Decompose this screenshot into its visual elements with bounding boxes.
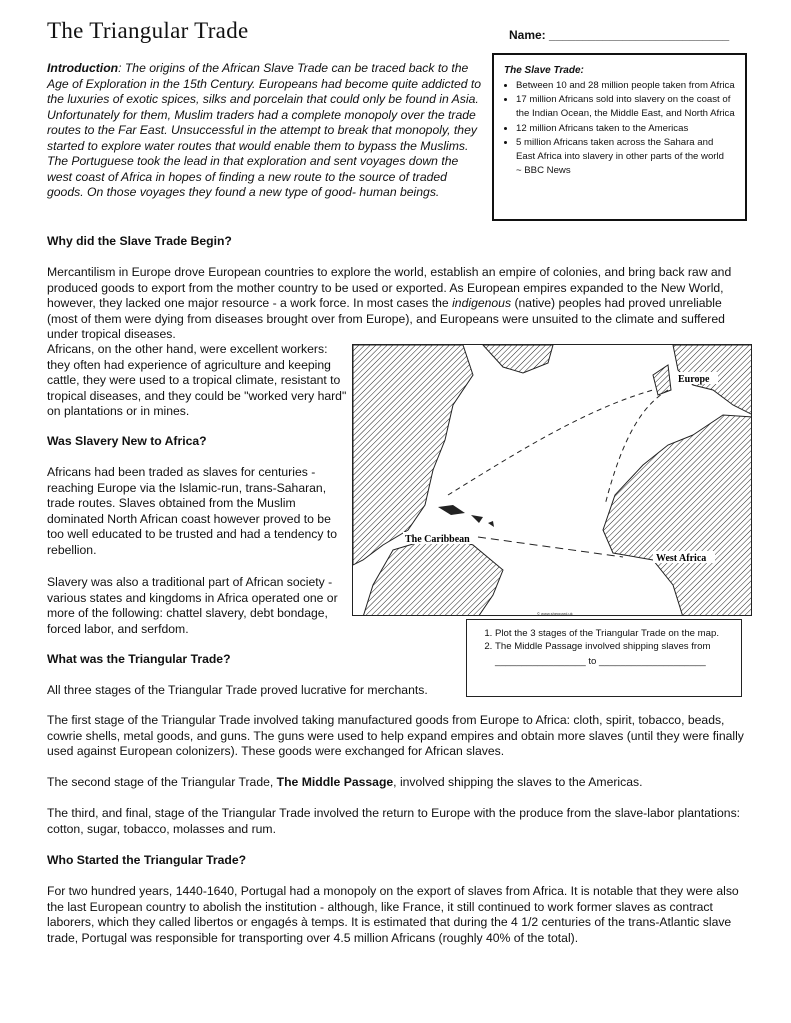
south-america-land [363,535,503,616]
answer-blanks[interactable]: _________________ to ____________________ [495,656,706,667]
fact-item: • 12 million Africans taken to the Americas [516,122,735,136]
triangular-paragraph-3 [47,775,747,791]
name-field[interactable]: Name: ___________________________ [509,28,730,42]
caribbean-islands [438,505,494,527]
triangular-paragraph-1: All three stages of the Triangular Trade proved lucrative for merchants. [47,683,428,697]
page-title: The Triangular Trade [47,18,249,43]
why-paragraph-1 [47,265,747,343]
triangular-paragraph-2: The first stage of the Triangular Trade involved taking manufactured goods from Europe to Africa: cloth, spirit, tobacco, beads, cowrie shells, metal goods, and guns. The guns were used to help expand empires and obtain more slaves (until they were finally used against European colonizers). These goods were exchanged for African slaves. [47,713,744,758]
intro-text: : The origins of the African Slave Trade can be traced back to the Age of Exploration in the 15th Century. Europeans had become quite addicted to the luxuries of exotic spices, silks and porcelain that could only be found in Asia. Unfortunately for them, Muslim traders had a complete monopoly over the trade routes to the Far East. Unsuccessful in the attempt to break that monopoly, they started to explore water routes that would enable them to bypass the Muslims. The Portuguese took the lead in that exploration and sent voyages down the west coast of Africa in hopes of finding a new route to the source of traded goods. On those voyages they found a new type of good- human beings. [47,61,482,199]
atlantic-map[interactable] [352,344,752,616]
label-west-africa: West Africa [656,553,707,564]
slave-trade-facts-box [492,53,747,221]
mp-text-a: The second stage of the Triangular Trade, [47,775,277,789]
questions-box [466,619,742,697]
africa-land [603,415,752,616]
facts-heading: The Slave Trade: [504,65,584,76]
mp-text-c: , involved shipping the slaves to the Americas. [393,775,643,789]
questions-list [477,627,733,653]
fact-item: • 5 million Africans taken across the Sahara and East Africa into slavery in other parts of the world [516,136,735,164]
britain-land [653,365,671,395]
facts-source: ~ BBC News [516,165,571,177]
intro-label: Introduction [47,61,119,75]
new-paragraph-2: Slavery was also a traditional part of African society - various states and kingdoms in Africa operated one or more of the following: chattel slavery, debt bondage, forced labor, and serfdom. [47,575,338,636]
fact-item: • 17 million Africans sold into slavery on the coast of the Indian Ocean, the Middle East, and North Africa [516,93,735,121]
greenland-land [483,345,553,373]
who-heading: Who Started the Triangular Trade? [47,853,247,867]
why-heading: Why did the Slave Trade Begin? [47,234,232,248]
why-text-b: (native) peoples had proved unreliable (most of them were dying from diseases brought over from Europe), and Europeans were unsuited to the climate and suffered under tropical diseases. [47,296,725,341]
triangular-heading: What was the Triangular Trade? [47,652,231,666]
map-drawing [353,345,752,616]
mp-text-b: The Middle Passage [276,775,394,789]
label-caribbean: The Caribbean [405,534,470,545]
route-middle-passage [478,537,623,557]
question-item: 2. The Middle Passage involved shipping slaves from [495,640,733,653]
route-return [448,390,653,495]
triangular-paragraph-4: The third, and final, stage of the Triangular Trade involved the return to Europe with the produce from the slave-labor plantations: cotton, sugar, tobacco, molasses and rum. [47,806,741,836]
intro-paragraph [47,61,482,201]
question-item: 1. Plot the 3 stages of the Triangular Trade on the map. [495,627,733,640]
new-heading: Was Slavery New to Africa? [47,434,207,448]
facts-list [504,79,735,164]
map-credit: © www.sheppard.uk [537,611,573,616]
who-paragraph: For two hundred years, 1440-1640, Portugal had a monopoly on the export of slaves from Africa. It is notable that they were also the last European country to abolish the institution - although, like France, it still continued to work former slaves as contract laborers, which they called libertos or engagés à temps. It is estimated that during the 4 1/2 centuries of the trans-Atlantic slave trade, Portugal was responsible for transporting over 4.5 million Africans (roughly 40% of the total). [47,884,739,945]
why-text-em: indigenous [452,296,512,310]
why-text-a: Mercantilism in Europe drove European countries to explore the world, establish an empire of colonies, and bring back raw and produced goods to export from the mother country to be used or exported. As European empires expanded to the New World, however, they lacked one major resource - a work force. In most cases the [47,265,732,310]
new-paragraph-1: Africans had been traded as slaves for centuries - reaching Europe via the Islamic-run, trans-Saharan, trade routes. Slaves obtained from the Muslim dominated North African coast however proved to be too well educated to be trusted and had a tendency to rebellion. [47,465,338,557]
label-europe: Europe [678,374,710,385]
fact-item: • Between 10 and 28 million people taken from Africa [516,79,735,93]
why-paragraph-2: Africans, on the other hand, were excellent workers: they often had experience of agriculture and keeping cattle, they were used to a tropical climate, resistant to tropical diseases, and they could be "worked very hard" on plantations or in mines. [47,342,347,418]
